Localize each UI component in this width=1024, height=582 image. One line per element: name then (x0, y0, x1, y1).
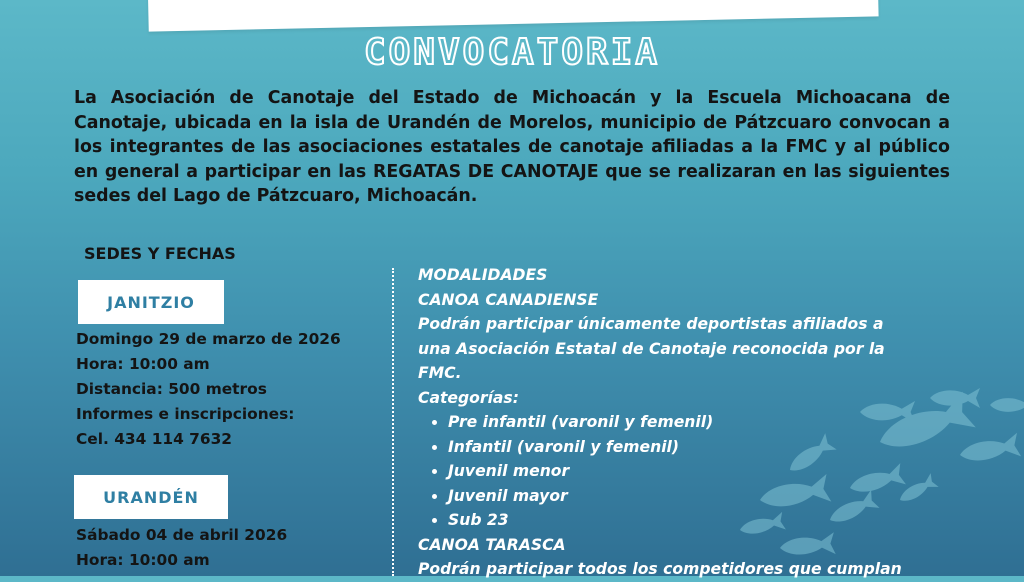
venue-distance: Distancia: 500 metros (76, 380, 267, 398)
list-item: • Juvenil mayor (448, 484, 978, 509)
venue-details-uranden (76, 523, 287, 573)
venue-details-janitzio (76, 327, 341, 452)
venue-date: Sábado 04 de abril 2026 (76, 526, 288, 544)
canadiense-desc-line: una Asociación Estatal de Canotaje reconocida por la (418, 339, 885, 358)
categorias-label: Categorías: (418, 388, 519, 407)
modalidades-section (418, 263, 978, 582)
list-item: • Sub 23 (448, 508, 978, 533)
venue-label-uranden: URANDÉN (74, 475, 228, 519)
canadiense-desc-line: Podrán participar únicamente deportistas afiliados a (418, 315, 884, 333)
categorias-list (418, 410, 978, 533)
venue-time: Hora: 10:00 am (76, 355, 210, 373)
canadiense-desc-line: FMC. (418, 364, 462, 382)
canoa-tarasca-heading: CANOA TARASCA (418, 535, 566, 554)
intro-paragraph: La Asociación de Canotaje del Estado de Michoacán y la Escuela Michoacana de Canotaje, ubicada en la isla de Urandén de Morelos, municipio de Pátzcuaro convocan a los integrantes de las asociaciones estatales de canotaje afiliadas a la FMC y al público en general a participar en las REGATAS DE CANOTAJE que se realizaran en las siguientes sedes del Lago de Pátzcuaro, Michoacán. (74, 88, 950, 207)
modalidades-heading: MODALIDADES (418, 266, 548, 284)
list-item: • Juvenil menor (448, 459, 978, 484)
venue-phone: Cel. 434 114 7632 (76, 430, 233, 448)
canoa-canadiense-heading: CANOA CANADIENSE (418, 290, 599, 309)
column-divider (392, 268, 394, 576)
list-item: • Pre infantil (varonil y femenil) (448, 410, 978, 435)
venue-time: Hora: 10:00 am (76, 551, 210, 569)
page-title: CONVOCATORIA (363, 32, 661, 73)
venue-info-label: Informes e inscripciones: (76, 405, 295, 423)
top-banner (147, 0, 878, 32)
sedes-heading: SEDES Y FECHAS (84, 244, 236, 263)
venue-date: Domingo 29 de marzo de 2026 (76, 330, 341, 348)
venue-label-janitzio: JANITZIO (78, 280, 224, 324)
tarasca-desc-line: Podrán participar todos los competidores que cumplan (418, 560, 902, 578)
list-item: • Infantil (varonil y femenil) (448, 435, 978, 460)
